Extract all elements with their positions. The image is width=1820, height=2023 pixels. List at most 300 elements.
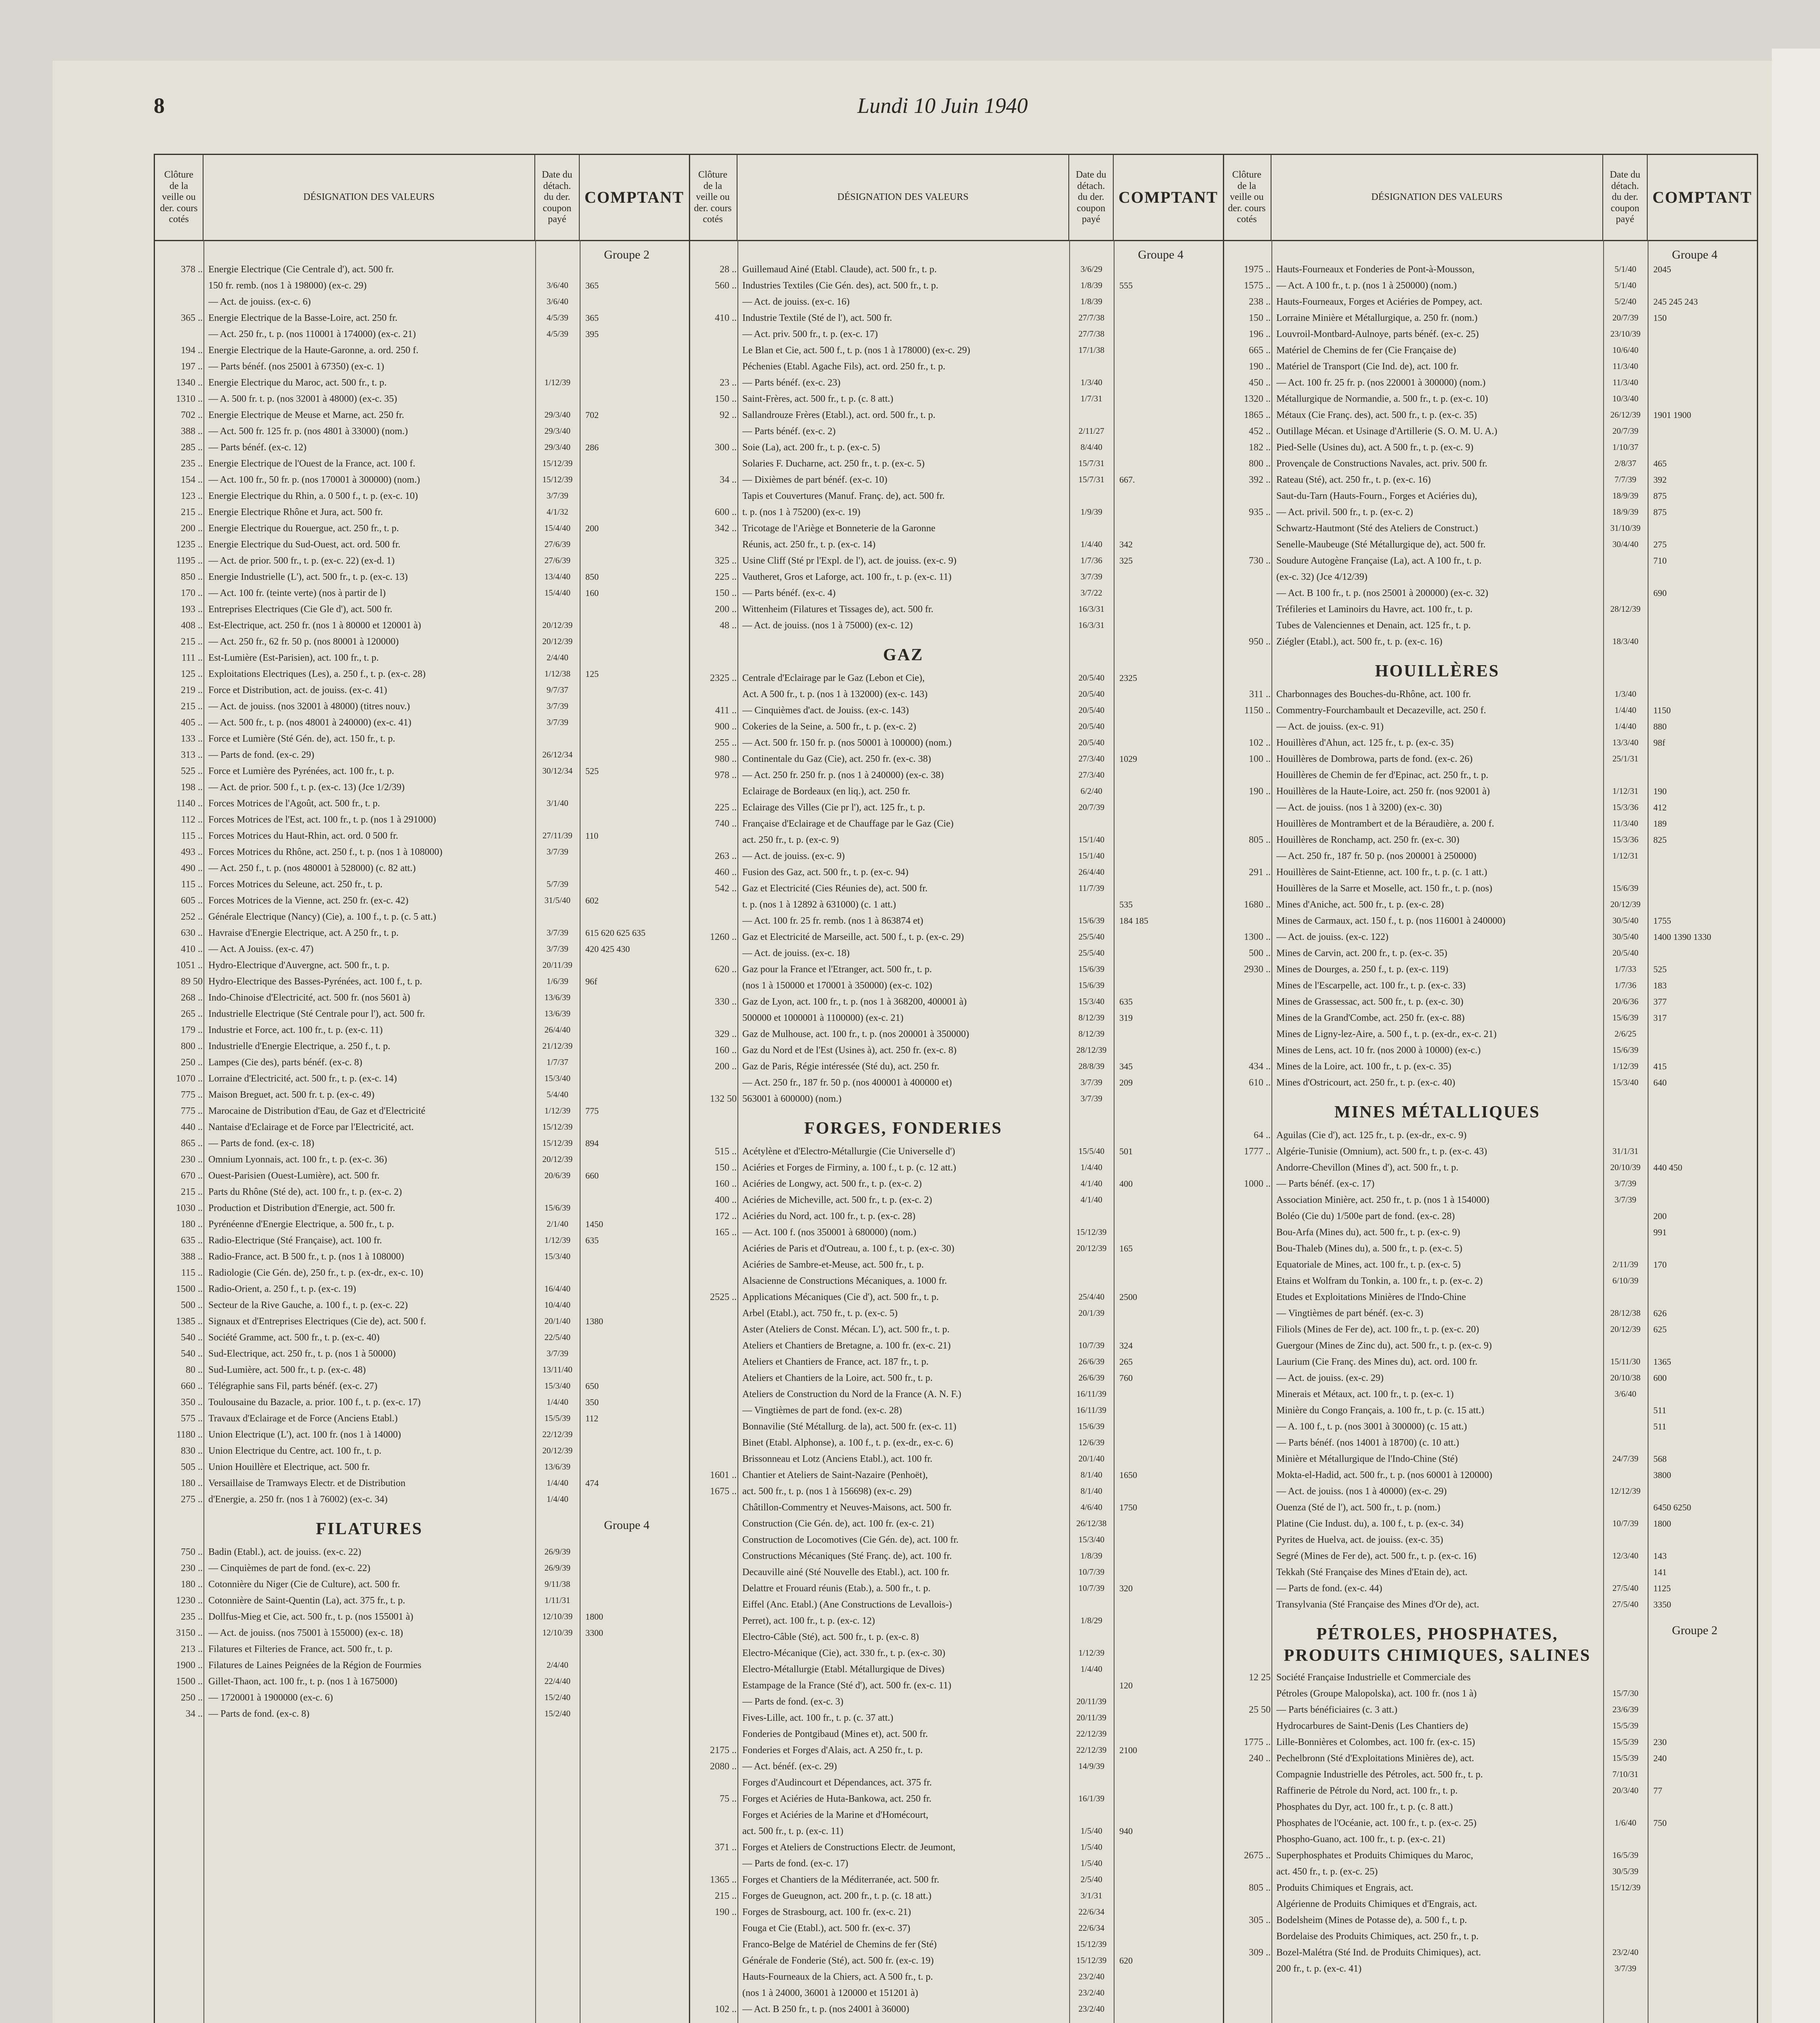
coupon-date: 20/6/36 [1612,997,1639,1006]
closing-price: 291 .. [1249,867,1271,878]
table-row [689,1013,1223,1029]
security-name: Houillères de Dombrowa, parts de fond. (ex-c. 26) [1276,754,1473,764]
closing-price: 25 50 [1249,1705,1271,1715]
security-name: — Cinquièmes d'act. de Jouiss. (ex-c. 143) [742,705,909,716]
closing-price: 665 .. [1249,345,1271,356]
closing-price: 115 .. [181,831,203,841]
group-label: Groupe 2 [1672,1624,1718,1637]
comptant-price: 184 185 [1119,916,1148,926]
closing-price: 252 .. [181,912,203,922]
table-row [155,782,689,798]
security-name: Tréfileries et Laminoirs du Havre, act. 100 fr., t. p. [1276,604,1473,615]
coupon-date: 23/2/40 [1078,1988,1105,1998]
comptant-price: 2045 [1653,264,1671,274]
security-name: Union Electrique du Centre, act. 100 fr., t. p. [208,1446,381,1456]
coupon-date: 3/7/39 [1081,572,1102,581]
comptant-price: 875 [1653,507,1667,517]
table-row [155,1494,689,1510]
table-row [155,1579,689,1595]
closing-price: 235 .. [181,1612,203,1622]
coupon-date: 20/10/38 [1610,1373,1641,1383]
coupon-date: 2/8/37 [1614,458,1636,468]
table-row [155,1057,689,1073]
coupon-date-header-text: Date du détach. du der. coupon payé [1076,170,1106,225]
table-row [689,1502,1223,1518]
closing-price: 2080 .. [710,1761,737,1772]
coupon-date: 15/2/40 [544,1709,571,1718]
comptant-price: 555 [1119,280,1133,291]
table-row [155,1187,689,1203]
table-row [689,458,1223,475]
coupon-date: 15/12/39 [542,475,573,484]
group-label: Groupe 4 [1672,248,1718,261]
table-row [155,847,689,863]
coupon-date: 20/6/39 [544,1171,571,1180]
section-title: FORGES, FONDERIES [804,1119,1002,1138]
table-row [1223,1599,1757,1616]
closing-price: 542 .. [715,883,737,894]
table-row [155,960,689,976]
comptant-price: 991 [1653,1227,1667,1237]
table-row [689,1551,1223,1567]
table-row [689,948,1223,964]
security-name: Forces Motrices du Haut-Rhin, act. ord. 0 500 fr. [208,831,398,841]
table-row [689,2004,1223,2020]
security-name: Guillemaud Ainé (Etabl. Claude), act. 500 fr., t. p. [742,264,937,275]
closing-price: 150 .. [715,394,737,404]
table-row [689,738,1223,754]
closing-price: 410 .. [715,313,737,323]
security-name: Fives-Lille, act. 100 fr., t. p. (c. 37 att.) [742,1713,894,1723]
table-row [689,604,1223,620]
closing-price: 190 .. [1249,361,1271,372]
page-date: Lundi 10 Juin 1940 [857,93,1028,118]
closing-price-header-text: Clôture de la veille ou der. cours cotés [1228,170,1266,225]
coupon-date: 4/1/40 [1081,1179,1102,1188]
coupon-date: 11/3/40 [1612,361,1638,371]
coupon-date: 20/7/39 [1612,426,1639,436]
security-name: Eiffel (Anc. Etabl.) (Ane Constructions de Levallois-) [742,1599,952,1610]
table-row [689,802,1223,819]
coupon-date: 8/12/39 [1078,1029,1105,1039]
closing-price: 250 .. [181,1057,203,1068]
security-name: Construction (Cie Gén. de), act. 100 fr. (ex-c. 21) [742,1518,934,1529]
coupon-date: 1/5/40 [1081,1826,1102,1836]
table-row [155,798,689,814]
security-name: Gillet-Thaon, act. 100 fr., t. p. (nos 1 à 1675000) [208,1676,398,1687]
security-name: Houillères de la Sarre et Moselle, act. 150 fr., t. p. (nos) [1276,883,1492,894]
table-row [1223,280,1757,297]
security-name: t. p. (nos 1 à 75200) (ex-c. 19) [742,507,860,517]
security-name: Union Electrique (L'), act. 100 fr. (nos 1 à 14000) [208,1429,401,1440]
security-name: Rateau (Sté), act. 250 fr., t. p. (ex-c. 16) [1276,475,1431,485]
security-name: Compagnie Industrielle des Pétroles, act. 500 fr., t. p. [1276,1769,1483,1780]
table-row [689,1810,1223,1826]
table-row [1223,1737,1757,1753]
table-row [689,572,1223,588]
coupon-date: 15/7/31 [1078,475,1105,484]
coupon-date: 3/7/39 [547,717,568,727]
page-header [154,93,1731,138]
coupon-date: 1/12/39 [544,377,571,387]
security-name: act. 500 fr., t. p. (ex-c. 11) [742,1826,843,1836]
comptant-price: 635 [585,1235,599,1245]
table-row [1223,899,1757,916]
closing-price: 23 .. [720,377,737,388]
coupon-date: 1/8/39 [1081,1551,1102,1561]
table-row [1223,1324,1757,1340]
table-row [155,523,689,539]
table-row [1223,786,1757,802]
coupon-date: 15/12/39 [542,458,573,468]
security-name: Tekkah (Sté Française des Mines d'Etain de), act. [1276,1567,1468,1578]
comptant-price: 825 [1653,835,1667,845]
page-number: 8 [154,93,165,118]
security-name: Ateliers et Chantiers de France, act. 187 fr., t. p. [742,1357,929,1367]
table-row [689,345,1223,361]
closing-price: 865 .. [181,1138,203,1149]
coupon-date: 10/7/39 [1078,1567,1105,1577]
table-row [689,1405,1223,1421]
coupon-date: 3/1/40 [547,798,568,808]
security-name: Commentry-Fourchambault et Decazeville, act. 250 f. [1276,705,1486,716]
closing-price: 350 .. [181,1397,203,1408]
coupon-date: 20/5/40 [1612,948,1639,958]
security-name: — Cinquièmes de part de fond. (ex-c. 22) [208,1563,371,1573]
closing-price: 500 .. [181,1300,203,1310]
coupon-date: 29/3/40 [544,426,571,436]
table-row [1223,1850,1757,1866]
closing-price: 102 .. [1249,738,1271,748]
table-row [155,313,689,329]
table-row [689,1243,1223,1260]
security-name: Ateliers et Chantiers de Bretagne, a. 100 fr. (ex-c. 21) [742,1340,951,1351]
coupon-date: 15/12/39 [1076,1227,1107,1237]
comptant-price: 150 [1653,313,1667,323]
coupon-date: 22/4/40 [544,1676,571,1686]
closing-price: 200 .. [715,1061,737,1072]
coupon-date: 6/2/40 [1081,786,1102,796]
coupon-date: 25/4/40 [1078,1292,1105,1302]
coupon-date: 13/6/39 [544,1462,571,1472]
security-name: Badin (Etabl.), act. de jouiss. (ex-c. 22) [208,1547,361,1557]
closing-price: 215 .. [181,507,203,517]
comptant-price: 626 [1653,1308,1667,1318]
coupon-date: 26/12/38 [1076,1518,1107,1528]
security-name: Etudes et Exploitations Minières de l'Indo-Chine [1276,1292,1466,1302]
security-name: — Parts bénéf. (ex-c. 2) [742,426,836,437]
coupon-date: 10/7/39 [1078,1583,1105,1593]
coupon-date: 4/5/39 [547,313,568,322]
table-row [155,895,689,912]
table-row [689,1061,1223,1077]
closing-price: 2930 .. [1244,964,1271,975]
security-name: Métaux (Cie Franç. des), act. 500 fr., t. p. (ex-c. 35) [1276,410,1477,420]
table-row [155,717,689,734]
coupon-date: 1/6/39 [547,976,568,986]
closing-price: 1310 .. [176,394,203,404]
comptant-price: 760 [1119,1373,1133,1383]
coupon-date: 15/3/40 [544,1251,571,1261]
security-name: Pyrénéenne d'Energie Electrique, a. 500 fr., t. p. [208,1219,394,1230]
closing-price: 1235 .. [176,539,203,550]
table-row [155,1692,689,1709]
comptant-price: 395 [585,329,599,339]
comptant-price: 1750 [1119,1502,1137,1512]
table-row [689,1777,1223,1794]
security-name: Forges d'Audincourt et Dépendances, act. 375 fr. [742,1777,932,1788]
coupon-date: 27/3/40 [1078,754,1105,763]
security-name: Omnium Lyonnais, act. 100 fr., t. p. (ex-c. 36) [208,1154,387,1165]
table-row [155,1709,689,1725]
security-name: — A. 500 fr. t. p. (nos 32001 à 48000) (ex-c. 35) [208,394,397,404]
closing-price: 1300 .. [1244,932,1271,942]
table-row [689,1227,1223,1243]
coupon-date: 1/8/29 [1081,1616,1102,1625]
security-name: Lorraine d'Electricité, act. 500 fr., t. p. (ex-c. 14) [208,1073,397,1084]
security-name: Société Française Industrielle et Commerciale des [1276,1672,1471,1683]
security-name: Hauts-Fourneaux de la Chiers, act. A 500 fr., t. p. [742,1972,933,1982]
coupon-date: 15/12/39 [542,1138,573,1148]
comptant-price: 690 [1653,588,1667,598]
table-row [689,410,1223,426]
closing-price: 378 .. [181,264,203,275]
table-row [1223,1260,1757,1276]
security-name: — Act. 250 f., t. p. (nos 480001 à 528000) (c. 82 att.) [208,863,416,874]
comptant-price: 850 [585,572,599,582]
table-row [1223,1899,1757,1915]
closing-price: 250 .. [181,1692,203,1703]
coupon-date: 1/4/40 [1081,1664,1102,1674]
coupon-date: 18/9/39 [1612,507,1639,517]
closing-price: 365 .. [181,313,203,323]
table-row [689,770,1223,786]
comptant-header-text: COMPTANT [584,188,684,206]
table-row [1223,1486,1757,1502]
table-row [155,1316,689,1332]
coupon-date: 13/4/40 [544,572,571,581]
closing-price: 515 .. [715,1146,737,1157]
closing-price: 215 .. [181,636,203,647]
comptant-price: 325 [1119,556,1133,566]
closing-price: 329 .. [715,1029,737,1039]
security-name: 500000 et 1000001 à 1100000) (ex-c. 21) [742,1013,904,1023]
security-name: Energie Electrique (Cie Centrale d'), act. 500 fr. [208,264,394,275]
closing-price: 196 .. [1249,329,1271,339]
closing-price: 1150 .. [1244,705,1271,716]
security-name: Mines de Lens, act. 10 fr. (nos 2000 à 10000) (ex-c.) [1276,1045,1481,1056]
column-2 [689,155,1224,2023]
table-row [155,1219,689,1235]
security-name: — Parts bénéficiaires (c. 3 att.) [1276,1705,1398,1715]
table-row [689,819,1223,835]
security-name: — Act. 100 f. (nos 350001 à 680000) (nom.) [742,1227,916,1238]
table-row [155,1106,689,1122]
closing-price: 2525 .. [710,1292,737,1302]
table-row [689,980,1223,997]
group-label: Groupe 2 [604,248,650,261]
table-row [689,867,1223,883]
closing-price-header [1223,155,1271,240]
closing-price: 1140 .. [176,798,203,809]
coupon-date: 26/6/39 [1078,1373,1105,1383]
table-row [1223,588,1757,604]
coupon-date: 15/6/39 [544,1203,571,1213]
security-name: t. p. (nos 1 à 12892 à 631000) (c. 1 att.) [742,899,896,910]
table-row [689,1260,1223,1276]
table-row [689,377,1223,394]
security-name: Industrie Textile (Sté de l'), act. 500 fr. [742,313,892,323]
security-name: Tapis et Couvertures (Manuf. Franç. de), act. 500 fr. [742,491,945,501]
table-row [155,264,689,280]
closing-price: 1070 .. [176,1073,203,1084]
coupon-date: 20/3/40 [1612,1785,1639,1795]
comptant-price: 1400 1390 1330 [1653,932,1711,942]
comptant-price: 319 [1119,1013,1133,1023]
table-row [155,394,689,410]
security-name: Hydro-Electrique des Basses-Pyrénées, act. 100 f., t. p. [208,976,422,987]
coupon-date: 21/12/39 [542,1041,573,1051]
coupon-date: 1/7/33 [1614,964,1636,974]
security-name: — Parts bénéf. (ex-c. 4) [742,588,836,598]
table-row [1223,1211,1757,1227]
coupon-date: 2/4/40 [547,653,568,662]
closing-price: 900 .. [715,721,737,732]
closing-price: 240 .. [1249,1753,1271,1764]
security-name: Ouest-Parisien (Ouest-Lumière), act. 500 fr. [208,1171,380,1181]
security-name: Minerais et Métaux, act. 100 fr., t. p. (ex-c. 1) [1276,1389,1454,1400]
comptant-price: 702 [585,410,599,420]
table-row [1223,770,1757,786]
security-name: Platine (Cie Indust. du), a. 100 f., t. p. (ex-c. 34) [1276,1518,1464,1529]
security-name: Acétylène et d'Electro-Métallurgie (Cie Universelle d') [742,1146,955,1157]
coupon-date: 28/12/39 [1610,604,1641,614]
coupon-date: 25/5/40 [1078,932,1105,942]
closing-price: 371 .. [715,1842,737,1853]
security-name: Gaz de Lyon, act. 100 fr., t. p. (nos 1 à 368200, 400001 à) [742,997,967,1007]
table-row [689,297,1223,313]
table-row [689,899,1223,916]
coupon-date: 27/5/40 [1612,1599,1639,1609]
coupon-date: 1/4/40 [547,1478,568,1488]
coupon-date: 1/12/39 [1078,1648,1105,1658]
closing-price: 805 .. [1249,1883,1271,1893]
security-name: — Act. de jouiss. (ex-c. 122) [1276,932,1389,942]
coupon-date: 1/8/39 [1081,280,1102,290]
coupon-date: 12/10/39 [542,1628,573,1637]
closing-price: 2325 .. [710,673,737,683]
security-name: Forges et Ateliers de Constructions Electr. de Jeumont, [742,1842,956,1853]
security-name: Société Gramme, act. 500 fr., t. p. (ex-c. 40) [208,1332,380,1343]
table-row [689,1340,1223,1357]
table-row [1223,705,1757,721]
coupon-date: 20/7/39 [1612,313,1639,322]
table-row [1223,539,1757,556]
security-name: Force et Lumière (Sté Gén. de), act. 150 fr., t. p. [208,734,395,744]
security-name: 563001 à 600000) (nom.) [742,1094,842,1104]
coupon-date: 20/5/40 [1078,721,1105,731]
comptant-header-text: COMPTANT [1652,188,1752,206]
security-name: Industries Textiles (Cie Gén. des), act. 500 fr., t. p. [742,280,939,291]
security-name: Industrielle d'Energie Electrique, a. 250 f., t. p. [208,1041,390,1052]
table-row [689,916,1223,932]
security-name: — Parts bénéf. (ex-c. 23) [742,377,841,388]
coupon-date: 13/6/39 [544,992,571,1002]
table-row [155,1025,689,1041]
comptant-price: 1800 [1653,1518,1671,1529]
table-row [155,572,689,588]
security-name: — Act. 500 fr. 150 fr. p. (nos 50001 à 100000) (nom.) [742,738,952,748]
coupon-date: 29/3/40 [544,410,571,420]
security-name: Est-Lumière (Est-Parisien), act. 100 fr., t. p. [208,653,379,663]
security-name: 200 fr., t. p. (ex-c. 41) [1276,1964,1362,1974]
security-name: — Act. 250 fr., 187 fr. 50 p. (nos 400001 à 400000 et) [742,1077,952,1088]
coupon-date: 18/9/39 [1612,491,1639,500]
security-name: — Act. bénéf. (ex-c. 29) [742,1761,837,1772]
coupon-date: 8/12/39 [1078,1013,1105,1022]
security-name: (ex-c. 32) (Jce 4/12/39) [1276,572,1368,582]
table-row [1223,556,1757,572]
closing-price: 1195 .. [176,556,203,566]
closing-price: 610 .. [1249,1077,1271,1088]
closing-price: 180 .. [181,1579,203,1590]
security-name: Sud-Electrique, act. 250 fr., t. p. (nos 1 à 50000) [208,1349,396,1359]
closing-price: 75 .. [720,1794,737,1804]
coupon-date: 1/12/39 [544,1106,571,1115]
comptant-price: 365 [585,280,599,291]
closing-price: 1365 .. [710,1875,737,1885]
coupon-date: 20/11/39 [542,960,572,970]
comptant-price: 112 [585,1413,599,1423]
security-name: — Act. 500 fr. 125 fr. p. (nos 4801 à 33000) (nom.) [208,426,408,437]
coupon-date: 23/2/40 [1612,1947,1639,1957]
security-name: Filatures et Filteries de France, act. 500 fr., t. p. [208,1644,393,1654]
coupon-date: 27/6/39 [544,556,571,565]
closing-price: 411 .. [715,705,737,716]
table-row [155,1122,689,1138]
closing-price: 255 .. [715,738,737,748]
coupon-date: 15/12/39 [1076,1955,1107,1965]
table-row [689,1842,1223,1858]
closing-price: 750 .. [181,1547,203,1557]
section-title: MINES MÉTALLIQUES [1334,1103,1540,1122]
security-name: Arbel (Etabl.), act. 750 fr., t. p. (ex-c. 5) [742,1308,898,1319]
security-name: Wittenheim (Filatures et Tissages de), act. 500 fr. [742,604,934,615]
security-name: Perret), act. 100 fr., t. p. (ex-c. 12) [742,1616,875,1626]
coupon-date: 3/6/40 [547,280,568,290]
security-name: — Parts bénéf. (ex-c. 12) [208,442,307,453]
security-name: Exploitations Electriques (Les), a. 250 f., t. p. (ex-c. 28) [208,669,426,679]
table-row [155,1413,689,1429]
table-row [689,539,1223,556]
table-row [1223,1045,1757,1061]
table-row [1223,1769,1757,1785]
coupon-date: 8/4/40 [1081,442,1102,452]
security-name: Métallurgique de Normandie, a. 500 fr., t. p. (ex-c. 10) [1276,394,1488,404]
closing-price: 400 .. [715,1195,737,1205]
security-name: Aciéries de Paris et d'Outreau, a. 100 f., t. p. (ex-c. 30) [742,1243,955,1254]
security-name: — Act. de jouiss. (ex-c. 16) [742,297,850,307]
table-row [155,1284,689,1300]
closing-price: 1975 .. [1244,264,1271,275]
comptant-price: 511 [1653,1421,1667,1431]
security-name: act. 450 fr., t. p. (ex-c. 25) [1276,1866,1378,1877]
closing-price: 1680 .. [1244,899,1271,910]
table-row [689,1713,1223,1729]
table-row [689,1045,1223,1061]
coupon-date: 3/7/39 [1614,1179,1636,1188]
coupon-date: 5/2/40 [1614,297,1636,306]
